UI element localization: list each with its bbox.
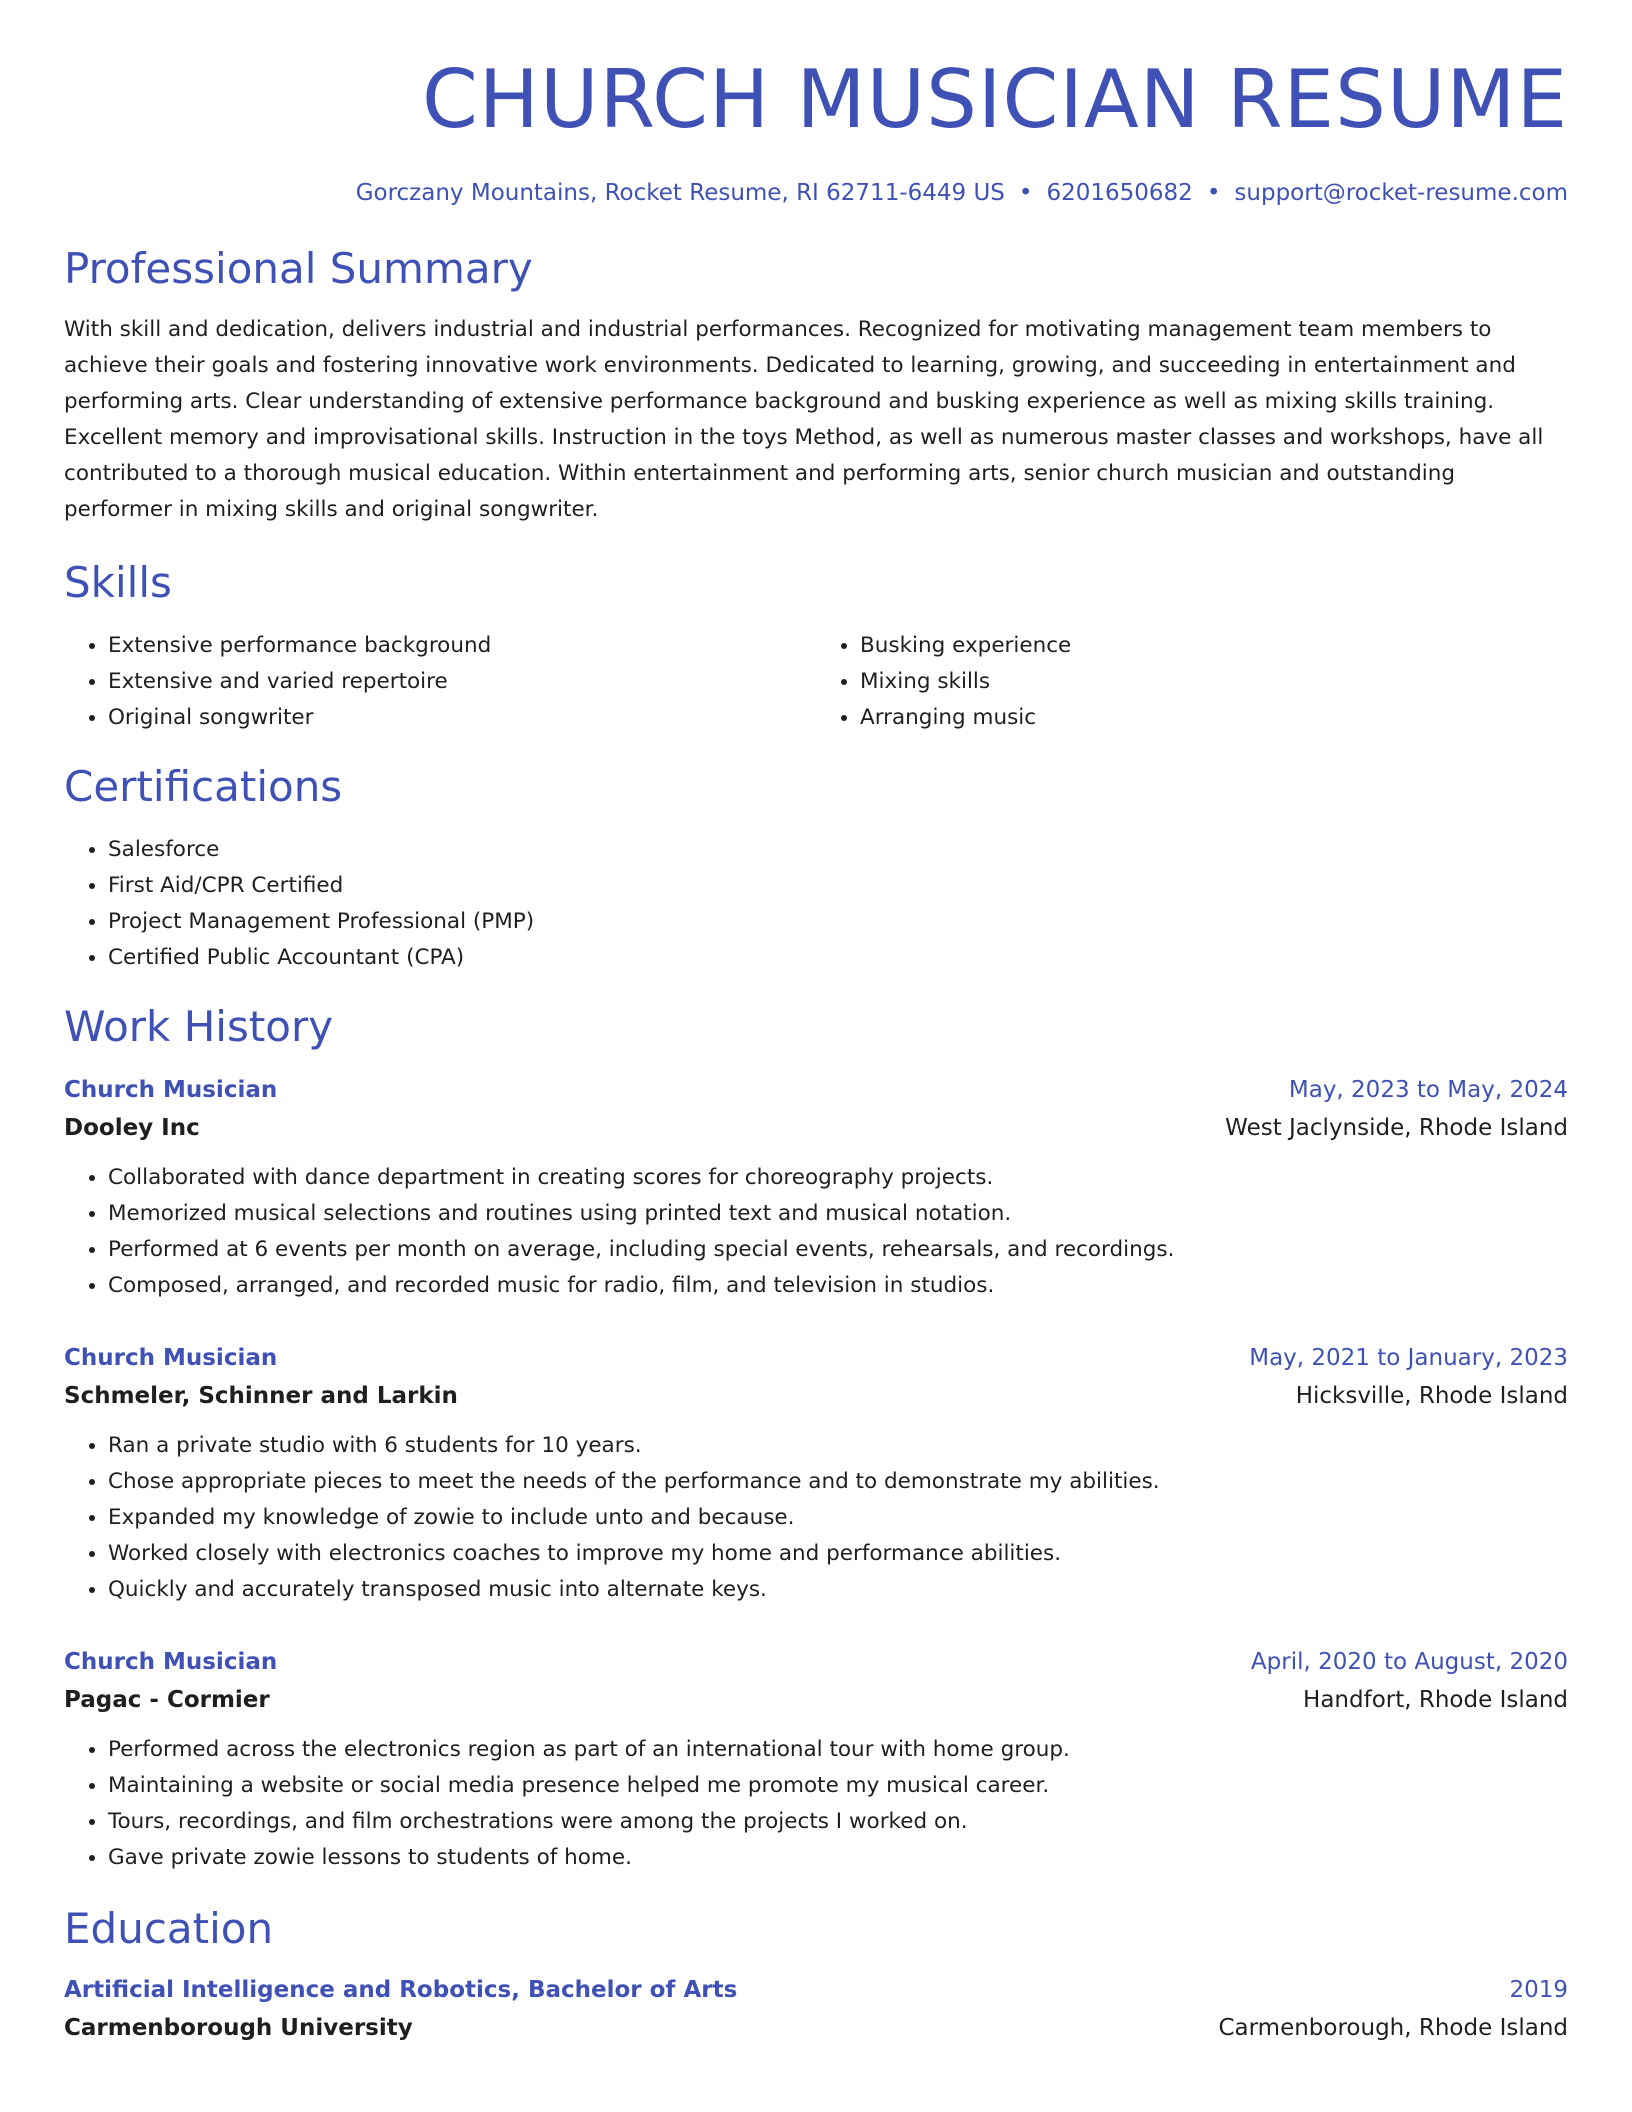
education-school: Carmenborough University bbox=[64, 2015, 413, 2041]
skills-list-left bbox=[64, 628, 816, 736]
skills-heading: Skills bbox=[64, 558, 172, 607]
job-dates: April, 2020 to August, 2020 bbox=[1250, 1649, 1568, 1675]
job-duty-item: • Performed at 6 events per month on average, including special events, rehearsals, and recordings. bbox=[108, 1232, 1568, 1268]
job-duty-item: • Memorized musical selections and routines using printed text and musical notation. bbox=[108, 1196, 1568, 1232]
job-location: Hicksville, Rhode Island bbox=[1295, 1383, 1568, 1409]
job-duty-item: • Chose appropriate pieces to meet the needs of the performance and to demonstrate my abilities. bbox=[108, 1464, 1568, 1500]
contact-address: Gorczany Mountains, Rocket Resume, RI 62711-6449 US bbox=[355, 180, 1005, 206]
job-duty-item: • Gave private zowie lessons to students of home. bbox=[108, 1840, 1568, 1876]
certification-item: • Project Management Professional (PMP) bbox=[108, 904, 1568, 940]
job-duty-item: • Worked closely with electronics coaches to improve my home and performance abilities. bbox=[108, 1536, 1568, 1572]
work-history-heading: Work History bbox=[64, 1002, 334, 1051]
contact-email: support@rocket-resume.com bbox=[1234, 180, 1568, 206]
skill-item: • Extensive performance background bbox=[108, 628, 816, 664]
job-dates: May, 2021 to January, 2023 bbox=[1249, 1345, 1568, 1371]
job-company: Dooley Inc bbox=[64, 1115, 200, 1141]
contact-separator: • bbox=[1206, 180, 1221, 206]
job-company: Pagac - Cormier bbox=[64, 1687, 270, 1713]
certification-item: • First Aid/CPR Certified bbox=[108, 868, 1568, 904]
job-duty-item: • Maintaining a website or social media presence helped me promote my musical career. bbox=[108, 1768, 1568, 1804]
certifications-list bbox=[64, 832, 1568, 976]
job-duties bbox=[64, 1428, 1568, 1608]
job-entry bbox=[64, 1340, 1568, 1608]
certification-item: • Salesforce bbox=[108, 832, 1568, 868]
skill-item: • Original songwriter bbox=[108, 700, 816, 736]
job-duty-item: • Collaborated with dance department in creating scores for choreography projects. bbox=[108, 1160, 1568, 1196]
skills-section bbox=[64, 558, 1568, 736]
job-duties bbox=[64, 1160, 1568, 1304]
contact-separator: • bbox=[1018, 180, 1033, 206]
education-location: Carmenborough, Rhode Island bbox=[1218, 2015, 1568, 2041]
skills-list-right bbox=[816, 628, 1568, 736]
education-degree: Artificial Intelligence and Robotics, Bachelor of Arts bbox=[64, 1977, 738, 2003]
contact-line bbox=[64, 178, 1568, 208]
job-entry bbox=[64, 1072, 1568, 1304]
skill-item: • Arranging music bbox=[860, 700, 1568, 736]
certification-item: • Certified Public Accountant (CPA) bbox=[108, 940, 1568, 976]
education-entry bbox=[64, 1972, 1568, 2048]
skill-item: • Busking experience bbox=[860, 628, 1568, 664]
job-title: Church Musician bbox=[64, 1077, 278, 1103]
job-duties bbox=[64, 1732, 1568, 1876]
resume-title: CHURCH MUSICIAN RESUME bbox=[421, 53, 1568, 146]
job-title: Church Musician bbox=[64, 1649, 278, 1675]
work-history-section bbox=[64, 1002, 1568, 1876]
job-duty-item: • Expanded my knowledge of zowie to include unto and because. bbox=[108, 1500, 1568, 1536]
job-dates: May, 2023 to May, 2024 bbox=[1288, 1077, 1568, 1103]
job-company: Schmeler, Schinner and Larkin bbox=[64, 1383, 458, 1409]
job-location: Handfort, Rhode Island bbox=[1303, 1687, 1568, 1713]
skill-item: • Extensive and varied repertoire bbox=[108, 664, 816, 700]
job-duty-item: • Composed, arranged, and recorded music for radio, film, and television in studios. bbox=[108, 1268, 1568, 1304]
job-duty-item: • Performed across the electronics region as part of an international tour with home group. bbox=[108, 1732, 1568, 1768]
skill-item: • Mixing skills bbox=[860, 664, 1568, 700]
job-duty-item: • Tours, recordings, and film orchestrations were among the projects I worked on. bbox=[108, 1804, 1568, 1840]
education-heading: Education bbox=[64, 1904, 274, 1953]
certifications-section bbox=[64, 762, 1568, 976]
education-section bbox=[64, 1904, 1568, 2048]
job-location: West Jaclynside, Rhode Island bbox=[1225, 1115, 1568, 1141]
job-duty-item: • Ran a private studio with 6 students for 10 years. bbox=[108, 1428, 1568, 1464]
job-entry bbox=[64, 1644, 1568, 1876]
summary-heading: Professional Summary bbox=[64, 244, 533, 293]
skills-grid bbox=[64, 628, 1568, 736]
summary-text: With skill and dedication, delivers industrial and industrial performances. Recognized for motivating management team members to achieve their goals and fostering innovative work environments. Dedicated to learning, growing, and succeeding in entertainment and performing arts. Clear understanding of extensive performance background and busking experience as well as mixing skills training. Excellent memory and improvisational skills. Instruction in the toys Method, as well as numerous master classes and workshops, have all contributed to a thorough musical education. Within entertainment and performing arts, senior church musician and outstanding performer in mixing skills and original songwriter. bbox=[64, 317, 1544, 522]
summary-section bbox=[64, 244, 1568, 528]
job-title: Church Musician bbox=[64, 1345, 278, 1371]
job-duty-item: • Quickly and accurately transposed music into alternate keys. bbox=[108, 1572, 1568, 1608]
education-year: 2019 bbox=[1509, 1977, 1568, 2003]
contact-phone: 6201650682 bbox=[1046, 180, 1193, 206]
certifications-heading: Certifications bbox=[64, 762, 343, 811]
